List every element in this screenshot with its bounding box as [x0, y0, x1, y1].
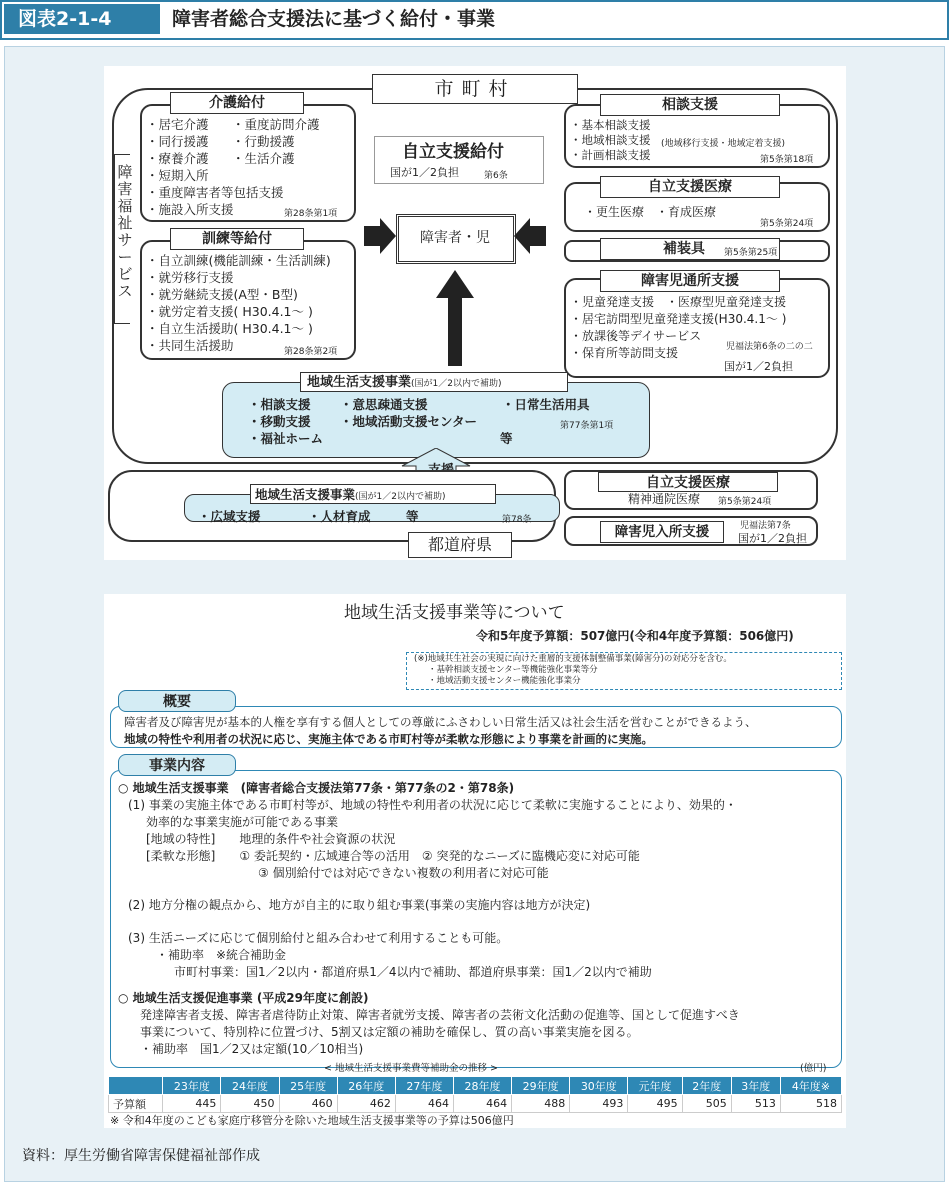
naiyou-line: 発達障害者支援、障害者虐待防止対策、障害者就労支援、障害者の芸術文化活動の促進等、国として促進すべき — [140, 1008, 740, 1022]
chiiki-title-main: 地域生活支援事業 — [307, 375, 412, 390]
naiyou-line: ・補助率 国1／2又は定額(10／10相当) — [140, 1042, 364, 1056]
hosougu-title: 補装具 — [600, 238, 780, 260]
soudan-title: 相談支援 — [600, 94, 780, 116]
value-cell: 464 — [395, 1095, 453, 1113]
pref-chiiki-item: ・人材育成 — [308, 509, 371, 524]
soudan-ref: 第5条第18項 — [760, 155, 814, 165]
year-cell: 28年度 — [453, 1077, 511, 1095]
value-cell: 518 — [780, 1095, 841, 1113]
naiyou-line: (2) 地方分権の観点から、地方が自主的に取り組む事業(事業の実施内容は地方が決定) — [128, 898, 591, 912]
arrow-left-icon — [514, 218, 546, 254]
arrows — [360, 206, 550, 366]
kaigo-item: ・施設入所支援 — [146, 202, 234, 217]
iryou-title: 自立支援医療 — [600, 176, 780, 198]
year-cell: 2年度 — [682, 1077, 731, 1095]
nyusho-ref: 児福法第7条 — [740, 521, 791, 531]
year-cell: 24年度 — [221, 1077, 279, 1095]
year-cell: 30年度 — [570, 1077, 628, 1095]
arrow-up-icon — [436, 270, 474, 366]
pref-iryou-title: 自立支援医療 — [598, 472, 778, 492]
source-note: 資料：厚生労働省障害保健福祉部作成 — [22, 1148, 260, 1164]
tsusho-item: ・放課後等デイサービス — [570, 329, 702, 343]
kaigo-title: 介護給付 — [170, 92, 304, 114]
kaigo-item: ・同行援護 — [146, 134, 209, 149]
pref-chiiki-item: 等 — [406, 509, 419, 524]
gaiyou-line: 地域の特性や利用者の状況に応じ、実施主体である市町村等が柔軟な形態により事業を計画的に実施。 — [124, 732, 653, 746]
jiritsu-ref: 第6条 — [484, 171, 508, 181]
value-cell: 505 — [682, 1095, 731, 1113]
kaigo-item: ・行動援護 — [232, 134, 295, 149]
chiiki-item: ・移動支援 — [248, 414, 311, 429]
year-cell: 27年度 — [395, 1077, 453, 1095]
side-label: 障害福祉サービス — [117, 163, 133, 300]
soudan-item: ・地域相談支援 — [570, 133, 651, 147]
year-cell: 元年度 — [628, 1077, 682, 1095]
year-cell: 23年度 — [163, 1077, 221, 1095]
tsusho-item: ・居宅訪問型児童発達支援(H30.4.1～ ) — [570, 312, 787, 326]
year-cell: 4年度※ — [780, 1077, 841, 1095]
kunren-item: ・自立生活援助( H30.4.1～ ) — [146, 321, 313, 336]
value-cell: 488 — [512, 1095, 570, 1113]
naiyou-line: ・補助率 ※統合補助金 — [156, 948, 287, 962]
naiyou-line: [地域の特性] 地理的条件や社会資源の状況 — [146, 832, 396, 846]
municipality-label: 市町村 — [372, 74, 578, 104]
kaigo-item: ・重度障害者等包括支援 — [146, 185, 284, 200]
prefecture-label: 都道府県 — [408, 532, 512, 558]
figure-title: 障害者総合支援法に基づく給付・事業 — [172, 8, 496, 30]
gaiyou-label: 概要 — [118, 690, 236, 712]
table-footnote: ※ 令和4年度のこども家庭庁移管分を除いた地域生活支援事業等の予算は506億円 — [110, 1114, 514, 1127]
kunren-item: ・共同生活援助 — [146, 338, 234, 353]
kaigo-item: ・生活介護 — [232, 151, 295, 166]
kaigo-item: ・療養介護 — [146, 151, 209, 166]
kunren-item: ・就労継続支援(A型・B型) — [146, 287, 298, 302]
tsusho-item: ・児童発達支援 ・医療型児童発達支援 — [570, 295, 787, 309]
chiiki-title-sub: (国が1／2以内で補助) — [411, 379, 502, 389]
chiiki-etc: 等 — [500, 431, 513, 446]
chiiki-title — [300, 372, 568, 392]
pref-chiiki-ref: 第78条 — [502, 515, 532, 525]
chiiki-item: ・福祉ホーム — [248, 431, 324, 446]
value-cell: 495 — [628, 1095, 682, 1113]
naiyou-line: 市町村事業：国1／2以内・都道府県1／4以内で補助、都道府県事業：国1／2以内で補助 — [174, 965, 652, 979]
value-cell: 462 — [337, 1095, 395, 1113]
year-cell: 26年度 — [337, 1077, 395, 1095]
chiiki-item: ・地域活動支援センター — [340, 414, 478, 429]
table-corner — [109, 1077, 163, 1095]
chiiki-item: ・日常生活用具 — [502, 397, 590, 412]
naiyou-line: ○ 地域生活支援事業 (障害者総合支援法第77条・第77条の2・第78条) — [118, 781, 515, 795]
naiyou-label: 事業内容 — [118, 754, 236, 776]
nyusho-futan: 国が1／2負担 — [738, 532, 807, 545]
soudan-small: (地域移行支援・地域定着支援) — [661, 139, 786, 149]
note-line: ・基幹相談支援センター等機能強化事業等分 — [428, 665, 598, 675]
value-cell: 464 — [453, 1095, 511, 1113]
pref-iryou-ref: 第5条第24項 — [718, 497, 772, 507]
tsusho-ref: 児福法第6条の二の二 — [726, 342, 813, 352]
diagram-panel — [104, 66, 846, 560]
tsusho-futan: 国が1／2負担 — [724, 360, 793, 373]
naiyou-line: 効率的な事業実施が可能である事業 — [146, 815, 339, 829]
jiritsu-sub: 国が1／2負担 — [390, 166, 459, 179]
pref-chiiki-title-main: 地域生活支援事業 — [255, 487, 356, 502]
lower-budget: 令和5年度予算額：507億円(令和4年度予算額：506億円) — [476, 629, 794, 643]
nyusho-title: 障害児入所支援 — [600, 521, 724, 543]
year-cell: 29年度 — [512, 1077, 570, 1095]
budget-table — [108, 1076, 842, 1113]
pref-iryou-sub: 精神通院医療 — [628, 492, 701, 506]
kunren-ref: 第28条第2項 — [284, 347, 338, 357]
kunren-item: ・自立訓練(機能訓練・生活訓練) — [146, 253, 331, 268]
pref-chiiki-item: ・広域支援 — [198, 509, 261, 524]
kunren-item: ・就労移行支援 — [146, 270, 234, 285]
value-cell: 450 — [221, 1095, 279, 1113]
table-title: < 地域生活支援事業費等補助金の推移 > — [324, 1063, 498, 1074]
year-cell: 25年度 — [279, 1077, 337, 1095]
lower-panel — [104, 594, 846, 1128]
chiiki-item: ・相談支援 — [248, 397, 311, 412]
naiyou-line: ③ 個別給付では対応できない複数の利用者に対応可能 — [258, 866, 549, 880]
kaigo-ref: 第28条第1項 — [284, 209, 338, 219]
naiyou-line: (1) 事業の実施主体である市町村等が、地域の特性や利用者の状況に応じて柔軟に実施することにより、効果的・ — [128, 798, 737, 812]
hosougu-ref: 第5条第25項 — [724, 248, 778, 258]
figure-number: 図表2-1-4 — [4, 4, 160, 34]
center-label: 障害者・児 — [420, 230, 490, 246]
note-line: ・地域活動支援センター機能強化事業分 — [428, 676, 581, 686]
chiiki-ref: 第77条第1項 — [560, 421, 614, 431]
kunren-item: ・就労定着支援( H30.4.1～ ) — [146, 304, 313, 319]
soudan-item: ・計画相談支援 — [570, 148, 651, 162]
tsusho-title: 障害児通所支援 — [600, 270, 780, 292]
chiiki-item: ・意思疎通支援 — [340, 397, 428, 412]
value-cell: 460 — [279, 1095, 337, 1113]
naiyou-line: [柔軟な形態] ① 委託契約・広域連合等の活用 ② 突発的なニーズに臨機応変に対応可能 — [146, 849, 640, 863]
value-cell: 445 — [163, 1095, 221, 1113]
iryou-items: ・更生医療 ・育成医療 — [584, 205, 717, 219]
pref-chiiki-title — [250, 484, 496, 504]
table-unit: (億円) — [800, 1063, 827, 1074]
pref-chiiki-title-sub: (国が1／2以内で補助) — [355, 492, 446, 502]
soudan-item: ・基本相談支援 — [570, 118, 651, 132]
value-cell: 493 — [570, 1095, 628, 1113]
kunren-title: 訓練等給付 — [170, 228, 304, 250]
table-row — [109, 1095, 842, 1113]
value-cell: 513 — [731, 1095, 780, 1113]
kaigo-item: ・居宅介護 — [146, 117, 209, 132]
note-line: (※)地域共生社会の実現に向けた重層的支援体制整備事業(障害分)の対応分を含む。 — [414, 654, 732, 664]
naiyou-line: (3) 生活ニーズに応じて個別給付と組み合わせて利用することも可能。 — [128, 931, 509, 945]
jiritsu-title: 自立支援給付 — [402, 142, 504, 162]
kaigo-item: ・重度訪問介護 — [232, 117, 320, 132]
table-header-row — [109, 1077, 842, 1095]
naiyou-line: 事業について、特別枠に位置づけ、5割又は定額の補助を確保し、質の高い事業実施を図る。 — [140, 1025, 639, 1039]
iryou-ref: 第5条第24項 — [760, 219, 814, 229]
row-label: 予算額 — [109, 1095, 163, 1113]
kaigo-item: ・短期入所 — [146, 168, 209, 183]
lower-title: 地域生活支援事業等について — [344, 603, 565, 623]
gaiyou-line: 障害者及び障害児が基本的人権を享有する個人としての尊厳にふさわしい日常生活又は社会生活を営むことができるよう、 — [124, 715, 757, 729]
year-cell: 3年度 — [731, 1077, 780, 1095]
naiyou-line: ○ 地域生活支援促進事業 (平成29年度に創設) — [118, 991, 369, 1005]
tsusho-item: ・保育所等訪問支援 — [570, 346, 679, 360]
arrow-right-icon — [364, 218, 396, 254]
